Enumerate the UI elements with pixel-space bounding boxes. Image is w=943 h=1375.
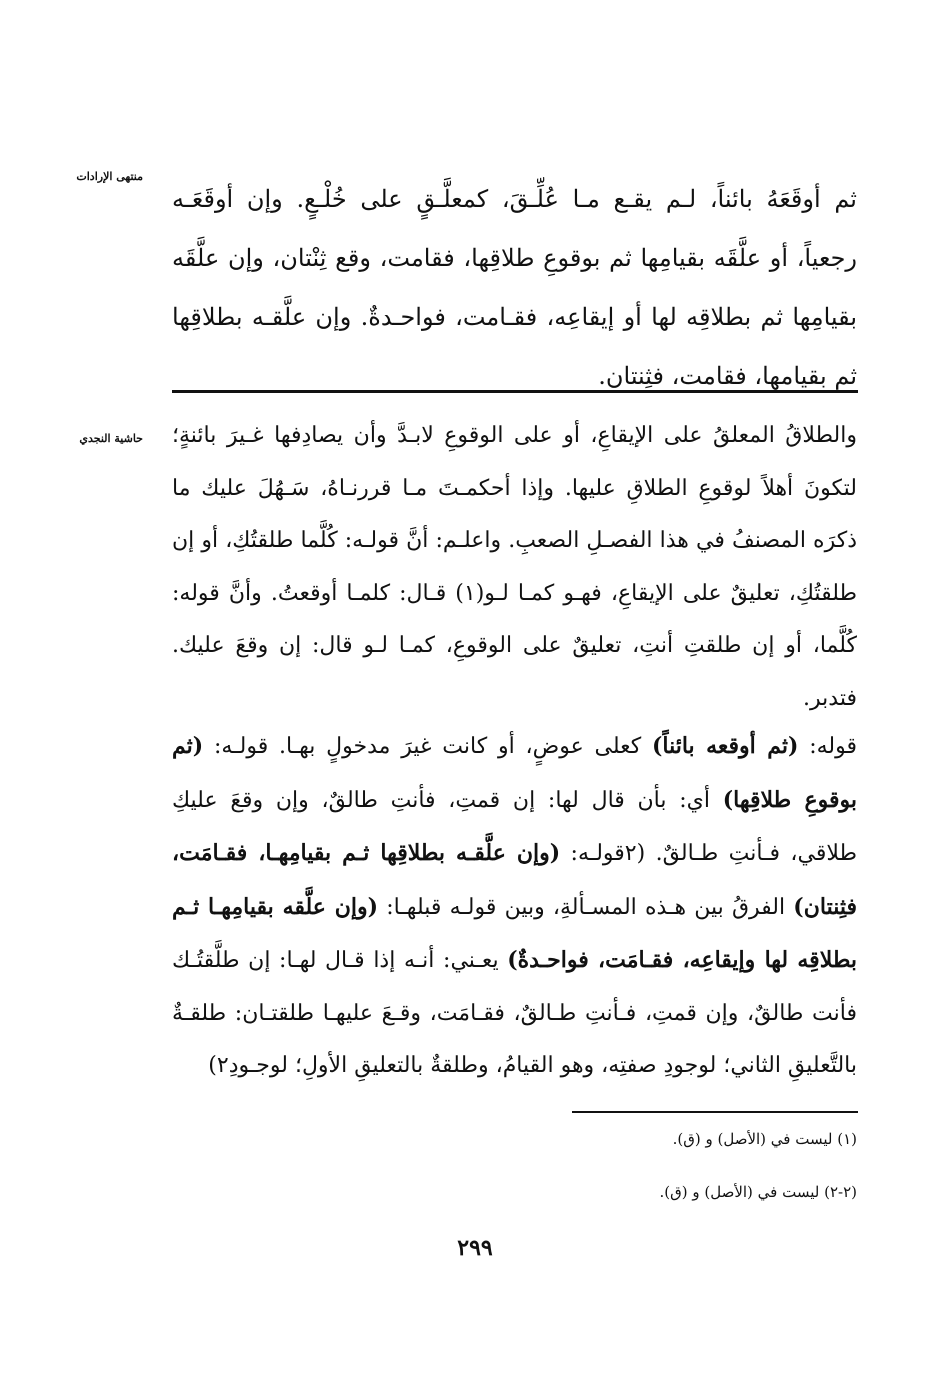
quoted-matn-2: (ثم بوقوعِ طلاقِها) bbox=[172, 733, 857, 813]
quoted-matn-4: (وإن علَّقه بقيامِهـا ثـم بطلاقِه لها وإيقاعِه، فقـامَت، فواحـدةٌ) bbox=[172, 893, 857, 973]
section-divider bbox=[172, 390, 858, 393]
commentary-text-2: أي: بأن قال لها: إن قمتِ، فأنتِ طالقٌ، وإن وقعَ عليكِ طلاقي، فـأنتِ طـالقٌ. (٢قولـه: bbox=[172, 787, 858, 866]
matn-text: ثم أوقَعَهُ بائناً، لـم يقـع مـا عُلِّـقَ، كمعلَّـقٍ على خُلْـعٍ. وإن أوقَعَـه رجعياً، أو علَّقَه بقيامِها ثم بوقوعِ طلاقِها، فقامت، وقع ثِنْتان، وإن علَّقَه بقيامِها ثم بطلاقِه لها أو إيقاعِه، فقـامت، فواحـدةٌ. وإن علَّقـه بطلاقِها ثم بقيامها، فقامت، فثِنتانِ. bbox=[172, 185, 857, 390]
footnote-divider bbox=[572, 1111, 858, 1113]
page-number: ٢٩٩ bbox=[457, 1235, 493, 1261]
commentary-text-3: الفرقُ بين هـذه المسـألةِ، وبين قولـه قبلهـا: bbox=[378, 894, 794, 920]
quote-lead-1: قوله: bbox=[798, 734, 857, 759]
margin-label-matn: منتهى الإرادات bbox=[76, 170, 143, 183]
commentary-text-4: يعـني: أنـه إذا قـال لهـا: إن طلَّقتُـك فأنت طالقٌ، وإن قمتِ، فـأنتِ طـالقٌ، فقـامَت، وقـعَ عليهـا طلقتـان: طلقـةٌ بالتَّعليقِ الثاني؛ لوجودِ صفتِه، وهو القيامُ، وطلقةٌ بالتعليقِ الأولِ؛ لوجـودِ٢) bbox=[172, 948, 857, 1078]
commentary-paragraph-1: والطلاقُ المعلقُ على الإيقاعِ، أو على الوقوعِ لابـدَّ وأن يصادِفها غـيرَ بائنةٍ؛ لتكونَ أهلاً لوقوعِ الطلاقِ عليها. وإذا أحكمـتَ مـا قررنـاهُ، سَـهُلَ عليك ما ذكرَه المصنفُ في هذا الفصـلِ الصعبِ. واعلـم: أنَّ قولـه: كُلَّما طلقتُكِ، أو إن طلقتُكِ، تعليقٌ على الإيقاعِ، فهـو كمـا لـو(١) قـال: كلمـا أوقعتُ. وأنَّ قوله: كُلَّما، أو إن طلقتِ أنتِ، تعليقٌ على الوقوعِ، كمـا لـو قال: إن وقعَ عليك. فتدبر. bbox=[172, 423, 857, 711]
margin-label-sharh: حاشية النجدي bbox=[79, 432, 143, 445]
commentary-text-1: كعلى عوضٍ، أو كانت غيرَ مدخولٍ بهـا. قولـه: bbox=[203, 734, 652, 759]
quoted-matn-3: (وإن علَّقـه بطلاقِها ثـم بقيامِهـا، فقـامَت، فثِنتان) bbox=[172, 840, 857, 920]
footnote-1: (١) ليست في (الأصل) و (ق). bbox=[672, 1130, 857, 1148]
footnote-2: (٢-٢) ليست في (الأصل) و (ق). bbox=[659, 1183, 857, 1201]
commentary-paragraph-2 bbox=[172, 720, 857, 1093]
quoted-matn-1: (ثم أوقعه بائناً) bbox=[651, 733, 799, 759]
